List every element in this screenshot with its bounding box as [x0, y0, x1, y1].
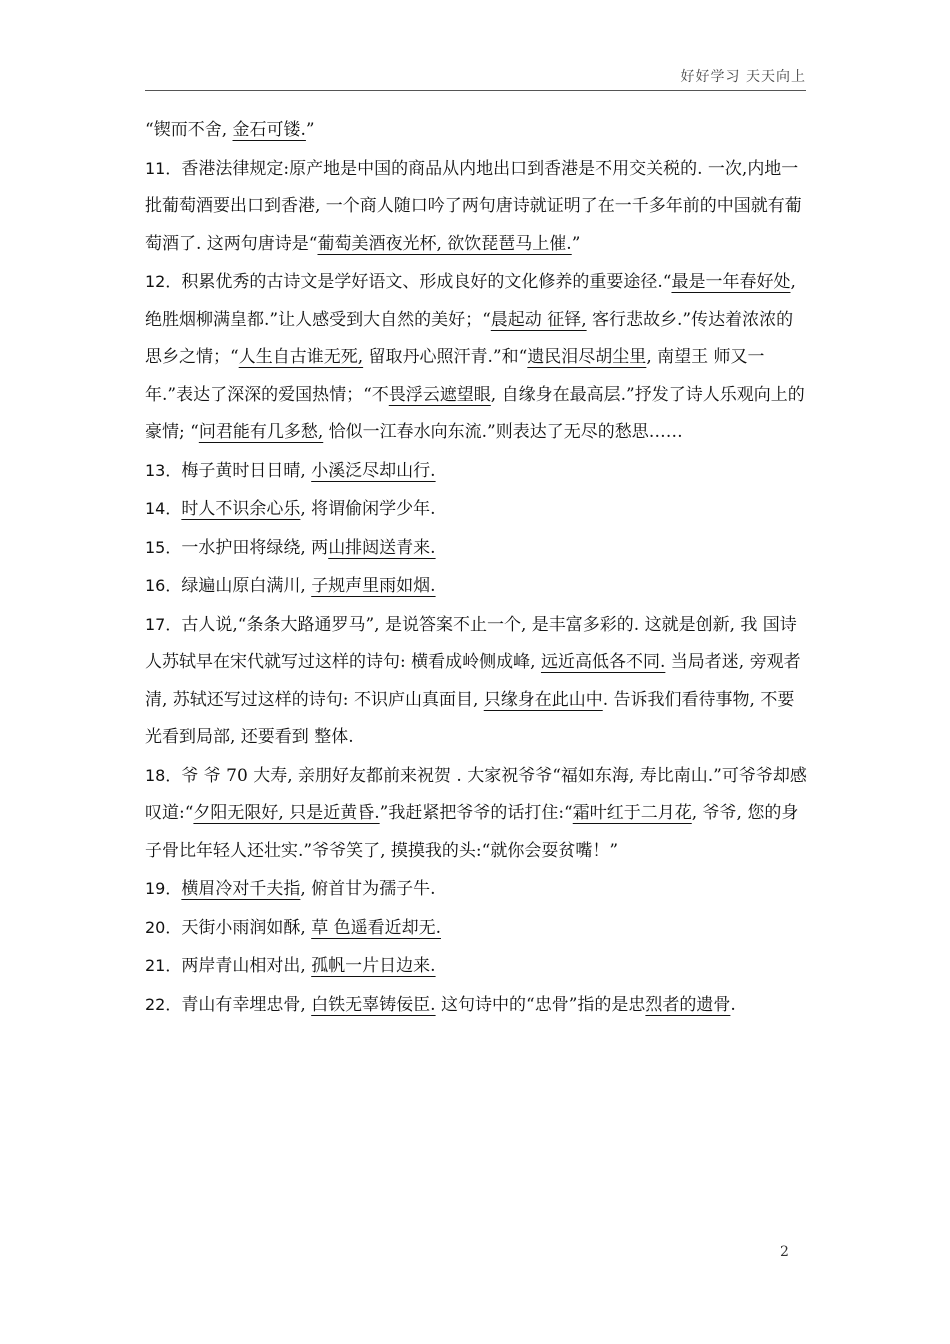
- question-text: ”: [571, 233, 581, 254]
- question-number: 13．: [145, 460, 182, 480]
- answer-text: 时人不识余心乐: [181, 499, 301, 519]
- question-text: ”我赶紧把爷爷的话打住:“: [379, 803, 573, 823]
- question-number: 21．: [145, 956, 182, 975]
- question-number: 11．: [145, 158, 182, 178]
- question-number: 16．: [145, 576, 182, 595]
- question-text: 恰似一江春水向东流.”则表达了无尽的愁思……: [323, 422, 683, 442]
- question-item: [145, 490, 810, 529]
- question-text: 当局者迷, 旁观者清, 苏轼还写过这样的诗句: 不识庐山真面目,: [145, 652, 801, 710]
- answer-text: 夕阳无限好, 只是近黄昏.: [193, 803, 380, 823]
- answer-text: 最是一年春好处: [671, 272, 791, 292]
- document-body: [145, 112, 810, 1024]
- answer-text: 子规声里雨如烟.: [311, 576, 436, 596]
- question-text: . 告诉我们看待事物, 不要光看到局部, 还要看到 整体.: [145, 689, 795, 747]
- question-item: [145, 452, 810, 491]
- header-motto: 好好学习 天天向上: [680, 69, 806, 85]
- answer-text: 遗民泪尽胡尘里: [527, 347, 647, 367]
- answer-text: 只缘身在此山中: [483, 689, 603, 710]
- answer-text: 草 色遥看近却无.: [311, 917, 441, 938]
- question-text: 留取丹心照汗青.”和“: [363, 347, 528, 367]
- answer-text: 霜叶红于二月花: [572, 803, 692, 823]
- answer-text: 远近高低各不同.: [540, 652, 666, 672]
- question-item: [145, 112, 810, 150]
- question-text: 天街小雨润如酥,: [181, 917, 312, 938]
- answer-text: 金石可镂.: [232, 120, 306, 140]
- question-item: [145, 529, 810, 568]
- question-item: [145, 150, 810, 264]
- question-text: 一水护田将绿绕, 两: [181, 537, 329, 558]
- question-number: 17．: [145, 614, 182, 634]
- question-number: 18．: [145, 765, 182, 785]
- question-text: , 俯首甘为孺子牛.: [300, 879, 436, 899]
- question-text: 这句诗中的“忠骨”指的是忠: [435, 994, 646, 1015]
- question-item: [145, 757, 810, 871]
- question-text: 客行悲故乡.”传达着浓浓的思乡之情；“: [145, 309, 794, 367]
- question-text: 积累优秀的古诗文是学好语文、形成良好的文化修养的重要途径.“: [181, 272, 672, 292]
- question-number: 15．: [145, 537, 182, 557]
- question-text: 青山有幸埋忠骨,: [181, 994, 312, 1015]
- answer-text: 白铁无辜铸佞臣.: [311, 994, 436, 1015]
- question-number: 12．: [145, 272, 182, 291]
- page-number: 2: [780, 1244, 789, 1260]
- answer-text: 晨起动 征铎,: [490, 309, 587, 330]
- question-text: , 南望王 师又一年.”表达了深深的爱国热情；“不: [145, 347, 765, 405]
- answer-text: 畏浮云遮望眼: [388, 384, 491, 405]
- question-text: 香港法律规定:原产地是中国的商品从内地出口到香港是不用交关税的. 一次,内地一批葡萄酒要出口到香港, 一个商人随口吟了两句唐诗就证明了在一千多年前的中国就有葡萄酒了. 这两句唐诗是“: [145, 158, 802, 254]
- answer-text: 问君能有几多愁,: [198, 422, 324, 442]
- question-text: , 爷爷, 您的身子骨比年轻人还壮实.”爷爷笑了, 摸摸我的头:“就你会耍贫嘴！”: [145, 803, 799, 861]
- question-item: [145, 263, 810, 452]
- answer-text: 山排闼送青来.: [328, 537, 436, 558]
- answer-text: 葡萄美酒夜光杯, 欲饮琵琶马上催.: [317, 233, 572, 254]
- question-item: [145, 606, 810, 757]
- question-text: “锲而不舍,: [145, 120, 233, 140]
- question-number: 20．: [145, 917, 182, 937]
- question-number: 22．: [145, 994, 182, 1014]
- answer-text: 人生自古谁无死,: [238, 347, 364, 367]
- question-item: [145, 986, 810, 1025]
- question-text: 爷 爷 70 大寿, 亲朋好友都前来祝贺 . 大家祝爷爷“福如东海, 寿比南山.”可爷爷却感叹道:“: [145, 765, 807, 823]
- question-item: [145, 567, 810, 606]
- question-text: 古人说,“条条大路通罗马”, 是说答案不止一个, 是丰富多彩的. 这就是创新, 我 国诗人苏轼早在宋代就写过这样的诗句: 横看成岭侧成峰,: [145, 614, 797, 672]
- question-item: [145, 909, 810, 948]
- question-text: , 自缘身在最高层.”抒发了诗人乐观向上的豪情; “: [145, 384, 805, 442]
- question-item: [145, 947, 810, 986]
- question-text: ”: [305, 120, 315, 140]
- answer-text: 横眉冷对千夫指: [181, 879, 301, 899]
- answer-text: 孤帆一片日边来.: [311, 956, 436, 976]
- question-text: 梅子黄时日日晴,: [181, 460, 312, 481]
- question-text: 绿遍山原白满川,: [181, 576, 312, 596]
- question-item: [145, 870, 810, 909]
- question-number: 19．: [145, 879, 182, 898]
- question-text: 两岸青山相对出,: [181, 956, 312, 976]
- page-header: [145, 62, 806, 91]
- question-text: .: [730, 994, 736, 1015]
- question-number: 14．: [145, 499, 182, 518]
- answer-text: 烈者的遗骨: [645, 994, 731, 1015]
- answer-text: 小溪泛尽却山行.: [311, 460, 436, 481]
- question-text: , 将谓偷闲学少年.: [300, 499, 436, 519]
- question-text: , 绝胜烟柳满皇都.”让人感受到大自然的美好；“: [145, 272, 796, 330]
